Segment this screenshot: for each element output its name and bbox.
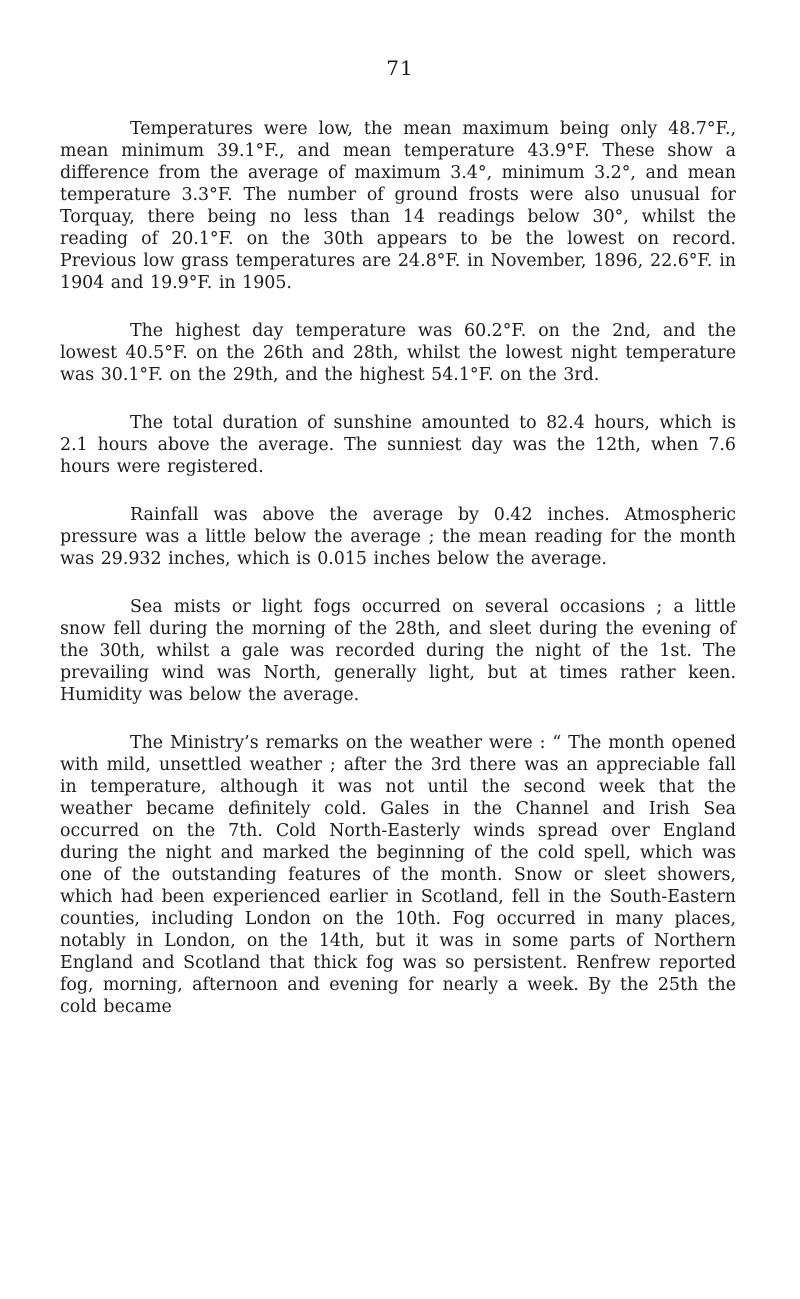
paragraph-mists-wind: Sea mists or light fogs occurred on several occasions ; a little snow fell during the morning of the 28th, and sleet during the evening of the 30th, whilst a gale was recorded during the night of the 1st. The prevailing wind was North, generally light, but at times rather keen. Humidity was below the average.	[60, 597, 736, 705]
paragraph-day-night-extremes: The highest day temperature was 60.2°F. on the 2nd, and the lowest 40.5°F. on the 26th and 28th, whilst the lowest night temperature was 30.1°F. on the 29th, and the highest 54.1°F. on the 3rd.	[60, 321, 736, 385]
paragraph-rainfall-pressure: Rainfall was above the average by 0.42 inches. Atmospheric pressure was a little below the average ; the mean reading for the month was 29.932 inches, which is 0.015 inches below the average.	[60, 505, 736, 569]
paragraph-temperatures: Temperatures were low, the mean maximum being only 48.7°F., mean minimum 39.1°F., and mean temperature 43.9°F. These show a difference from the average of maximum 3.4°, minimum 3.2°, and mean temperature 3.3°F. The number of ground frosts were also unusual for Torquay, there being no less than 14 readings below 30°, whilst the reading of 20.1°F. on the 30th appears to be the lowest on record. Previous low grass temperatures are 24.8°F. in November, 1896, 22.6°F. in 1904 and 19.9°F. in 1905.	[60, 119, 736, 293]
body-text	[60, 118, 736, 1018]
paragraph-ministry-remarks: The Ministry’s remarks on the weather were : “ The month opened with mild, unsettled weather ; after the 3rd there was an appreciable fall in temperature, although it was not until the second week that the weather became definitely cold. Gales in the Channel and Irish Sea occurred on the 7th. Cold North-Easterly winds spread over England during the night and marked the beginning of the cold spell, which was one of the outstanding features of the month. Snow or sleet showers, which had been experienced earlier in Scotland, fell in the South-Eastern counties, including London on the 10th. Fog occurred in many places, notably in London, on the 14th, but it was in some parts of Northern England and Scotland that thick fog was so persistent. Renfrew reported fog, morning, afternoon and evening for nearly a week. By the 25th the cold became	[60, 733, 736, 1017]
paragraph-sunshine: The total duration of sunshine amounted to 82.4 hours, which is 2.1 hours above the average. The sunniest day was the 12th, when 7.6 hours were registered.	[60, 413, 736, 477]
page-number: 71	[386, 56, 414, 80]
